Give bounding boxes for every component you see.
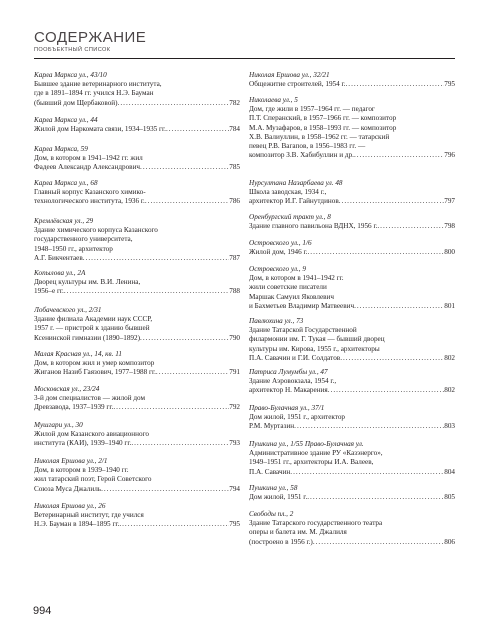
dot-leader	[83, 254, 229, 263]
entry-description-line: архитектор Н. Макарения	[249, 386, 328, 395]
page-subtitle: ПООБЪЕКТНЫЙ СПИСОК	[34, 47, 111, 53]
entry-description-line: оперы и балета им. М. Джалиля	[249, 528, 347, 537]
entry-description-line: Ветеринарный институт, где учился	[34, 511, 144, 520]
entry-address: Островского ул., 9	[249, 265, 306, 273]
entry-address: Островского ул., 1/6	[249, 239, 312, 247]
entry-final-line	[34, 403, 240, 412]
entry-description-line: филармонии им. Г. Тукая — бывший дворец	[249, 335, 385, 344]
toc-entry	[249, 179, 455, 207]
dot-leader	[140, 334, 229, 343]
entry-description-line: Школа заводская, 1934 г.,	[249, 188, 327, 197]
entry-page-number: 800	[444, 248, 455, 257]
entry-description-line: технологического института, 1936 г.	[34, 197, 145, 206]
entry-address: Московская ул., 23/24	[34, 385, 100, 393]
entry-page-number: 802	[444, 353, 455, 362]
entry-address: Николая Ершова ул., 2/1	[34, 457, 108, 465]
dot-leader	[307, 493, 444, 502]
dot-leader	[131, 439, 229, 448]
entry-page-number: 786	[229, 197, 240, 206]
dot-leader	[64, 287, 229, 296]
entry-final-line	[249, 248, 455, 257]
toc-entry	[34, 269, 240, 297]
toc-entry	[249, 265, 455, 311]
entry-description-line: Здание химического корпуса Казанского	[34, 226, 158, 235]
entry-description-line: жил татарский поэт, Герой Советского	[34, 475, 152, 484]
entry-address: Карла Маркса, 59	[34, 145, 88, 153]
entry-description-line: Здание филиала Академии наук СССР,	[34, 315, 153, 324]
entry-description-line: Дом жилой, 1951 г., архитектор	[249, 413, 346, 422]
entry-final-line	[249, 151, 455, 160]
header-divider	[34, 58, 455, 59]
entry-final-line	[34, 254, 240, 263]
entry-address: Пушкина ул., 1/55 Право-Булачная ул.	[249, 440, 364, 448]
toc-entry	[249, 213, 455, 231]
entry-description-line: государственного университета,	[34, 235, 133, 244]
entry-description-line: П.А. Савачин и Г.И. Солдатов	[249, 353, 341, 362]
entry-description-line: 3-й дом специалистов — жилой дом	[34, 394, 145, 403]
entry-final-line	[34, 125, 240, 134]
entry-final-line	[34, 163, 240, 172]
entry-page-number: 795	[229, 520, 240, 529]
entry-description-line: М.А. Музафаров, в 1958–1993 гг. — композитор	[249, 123, 397, 132]
entry-description-line: композитор З.В. Хабибуллин и др.	[249, 151, 354, 160]
entry-address: Копылова ул., 2А	[34, 269, 86, 277]
entry-page-number: 798	[444, 222, 455, 231]
entry-final-line	[34, 439, 240, 448]
entry-description-line: (построено в 1956 г.)	[249, 537, 313, 546]
entry-description-line: Жиганов Назиб Гаязович, 1977–1988 гг.	[34, 368, 156, 377]
entry-description-line: Жилой дом Казанского авиационного	[34, 430, 149, 439]
dot-leader	[101, 485, 229, 494]
entry-address: Карла Маркса ул., 43/10	[34, 71, 107, 79]
entry-address: Павлюхина ул., 73	[249, 317, 304, 325]
entry-final-line	[249, 538, 455, 547]
entry-page-number: 796	[444, 151, 455, 160]
toc-entry	[249, 239, 455, 257]
dot-leader	[307, 248, 444, 257]
dot-leader	[118, 99, 230, 108]
toc-entry	[249, 317, 455, 363]
entry-description-line: института (КАИ), 1939–1940 гг.	[34, 439, 132, 448]
entry-address: Лобачевского ул., 2/31	[34, 306, 102, 314]
entry-page-number: 790	[229, 333, 240, 342]
dot-leader	[354, 302, 444, 311]
entry-description-line: Н.Э. Бауман в 1894–1895 гг.	[34, 520, 120, 529]
entry-description-line: культуры им. Кирова, 1955 г., архитекторы	[249, 344, 380, 353]
dot-leader	[313, 538, 444, 547]
entry-description-line: П.А. Савачин	[249, 467, 291, 476]
entry-description-line: где в 1891–1894 гг. учился Н.Э. Бауман	[34, 89, 154, 98]
entry-final-line	[34, 287, 240, 296]
entry-description-line: 1957 г. — пристрой к зданию бывшей	[34, 324, 150, 333]
entry-page-number: 794	[229, 484, 240, 493]
entry-description-line: Жилой дом Наркомата связи, 1934–1935 гг.	[34, 125, 166, 134]
entry-final-line	[34, 334, 240, 343]
entry-final-line	[249, 222, 455, 231]
toc-entry	[34, 217, 240, 263]
toc-entry	[249, 484, 455, 502]
entry-address: Николая Ершова ул., 32/21	[249, 71, 330, 79]
entry-description-line: Общежитие строителей, 1954 г.	[249, 80, 346, 89]
entry-description-line: Здание главного павильона ВДНХ, 1956 г.	[249, 222, 378, 231]
entry-final-line	[34, 485, 240, 494]
entry-page-number: 803	[444, 422, 455, 431]
entry-page-number: 802	[444, 386, 455, 395]
entry-description-line: 1949–1951 гг., архитекторы И.А. Валеев,	[249, 458, 374, 467]
dot-leader	[166, 125, 229, 134]
entry-final-line	[34, 520, 240, 529]
entry-final-line	[249, 493, 455, 502]
dot-leader	[140, 163, 229, 172]
entry-page-number: 792	[229, 403, 240, 412]
entry-final-line	[249, 302, 455, 311]
entry-description-line: П.Т. Сперанский, в 1957–1966 гг. — композитор	[249, 114, 397, 123]
entry-description-line: и Бахметьев Владимир Матвеевич	[249, 301, 355, 310]
entry-description-line: жили советские писатели	[249, 283, 327, 292]
entry-description-line: Дворец культуры им. В.И. Ленина,	[34, 278, 141, 287]
dot-leader	[290, 468, 444, 477]
entry-final-line	[249, 80, 455, 89]
toc-entry	[249, 96, 455, 160]
entry-page-number: 782	[229, 98, 240, 107]
entry-description-line: А.Г. Бикчентаев	[34, 253, 83, 262]
entry-page-number: 795	[444, 80, 455, 89]
entry-description-line: Здание Аэровокзала, 1954 г.,	[249, 377, 337, 386]
entry-final-line	[249, 354, 455, 363]
toc-entry	[34, 350, 240, 378]
entry-description-line: архитектор И.Г. Гайнутдинов	[249, 197, 339, 206]
entry-description-line: Главный корпус Казанского химико-	[34, 188, 146, 197]
entry-description-line: Здание Татарской Государственной	[249, 326, 357, 335]
toc-entry	[34, 71, 240, 108]
entry-final-line	[34, 197, 240, 206]
dot-leader	[377, 222, 444, 231]
entry-description-line: Ксенинской гимназии (1890–1892)	[34, 333, 141, 342]
dot-leader	[354, 151, 444, 160]
entry-final-line	[249, 468, 455, 477]
entry-description-line: Дом, где жили в 1957–1964 гг. — педагог	[249, 105, 375, 114]
entry-address: Мушгари ул., 30	[34, 421, 83, 429]
dot-leader	[113, 403, 229, 412]
page-header	[34, 30, 454, 53]
dot-leader	[328, 386, 445, 395]
entry-address: Кремлёвская ул., 29	[34, 217, 94, 225]
entry-description-line: Х.В. Валиуллин, в 1958–1962 гг. — татарский	[249, 132, 390, 141]
entry-description-line: Жилой дом, 1946 г.	[249, 248, 308, 257]
dot-leader	[119, 520, 229, 529]
entry-description-line: Союза Муса Джалиль	[34, 484, 102, 493]
toc-entry	[249, 404, 455, 432]
toc-entry	[249, 440, 455, 477]
dot-leader	[345, 80, 444, 89]
entry-description-line: Фадеев Александр Александрович	[34, 163, 141, 172]
entry-page-number: 784	[229, 125, 240, 134]
entry-address: Карла Маркса ул., 68	[34, 179, 98, 187]
entry-description-line: (бывший дом Щербаковой)	[34, 98, 118, 107]
entry-description-line: 1956–е гг.	[34, 287, 64, 296]
entry-description-line: Бывшее здание ветеринарного института,	[34, 80, 162, 89]
entry-description-line: Дом, в котором в 1941–1942 гг. жил	[34, 154, 143, 163]
entry-description-line: Дом, в котором в 1941–1942 гг.	[249, 274, 344, 283]
toc-entry	[249, 368, 455, 396]
entry-final-line	[249, 386, 455, 395]
entry-page-number: 801	[444, 301, 455, 310]
page-title: СОДЕРЖАНИЕ	[34, 29, 147, 46]
dot-leader	[156, 368, 229, 377]
entry-page-number: 806	[444, 537, 455, 546]
entry-page-number: 788	[229, 287, 240, 296]
entry-page-number: 785	[229, 163, 240, 172]
entry-description-line: Дом, в котором жил и умер композитор	[34, 359, 155, 368]
dot-leader	[294, 422, 444, 431]
toc-entry	[34, 502, 240, 530]
entry-final-line	[249, 422, 455, 431]
entry-address: Право-Булачная ул., 37/1	[249, 404, 325, 412]
dot-leader	[339, 197, 444, 206]
entry-page-number: 797	[444, 197, 455, 206]
entry-description-line: Древзавода, 1937–1939 гг.	[34, 403, 114, 412]
entry-page-number: 793	[229, 439, 240, 448]
entry-description-line: Маршак Самуил Яковлевич	[249, 292, 334, 301]
entry-address: Патриса Лумумбы ул., 47	[249, 368, 328, 376]
entry-final-line	[249, 197, 455, 206]
entry-description-line: певец Р.В. Вагапов, в 1956–1983 гг. —	[249, 142, 366, 151]
entry-description-line: Административное здание РУ «Казэнерго»,	[249, 449, 383, 458]
entry-description-line: 1948–1950 гг., архитектор	[34, 244, 113, 253]
entry-address: Пушкина ул., 58	[249, 484, 298, 492]
entry-address: Нурсултана Назарбаева ул. 48	[249, 179, 343, 187]
entry-page-number: 787	[229, 253, 240, 262]
entry-description-line: Дом жилой, 1951 г.	[249, 493, 308, 502]
entry-description-line: Р.М. Муртазин	[249, 422, 295, 431]
entry-page-number: 791	[229, 368, 240, 377]
entry-page-number: 805	[444, 493, 455, 502]
entry-description-line: Дом, в котором в 1939–1940 гг.	[34, 466, 129, 475]
page-number: 994	[33, 605, 52, 617]
dot-leader	[145, 197, 229, 206]
toc-entry	[34, 116, 240, 134]
entry-final-line	[34, 368, 240, 377]
entry-description-line: Здание Татарского государственного театра	[249, 519, 383, 528]
entry-address: Николаева ул., 5	[249, 96, 298, 104]
entry-page-number: 804	[444, 467, 455, 476]
toc-entry	[34, 421, 240, 449]
toc-entry	[34, 385, 240, 413]
entry-address: Карла Маркса ул., 44	[34, 116, 98, 124]
entry-address: Оренбургский тракт ул., 8	[249, 213, 331, 221]
entry-final-line	[34, 99, 240, 108]
entry-address: Николая Ершова ул., 26	[34, 502, 106, 510]
toc-entry	[249, 510, 455, 547]
dot-leader	[340, 354, 444, 363]
entry-address: Свободы пл., 2	[249, 510, 294, 518]
entry-address: Малая Красная ул., 14, кв. 11	[34, 350, 122, 358]
toc-entry	[249, 71, 455, 89]
toc-entry	[34, 457, 240, 494]
toc-entry	[34, 179, 240, 207]
toc-entry	[34, 145, 240, 173]
toc-entry	[34, 306, 240, 343]
